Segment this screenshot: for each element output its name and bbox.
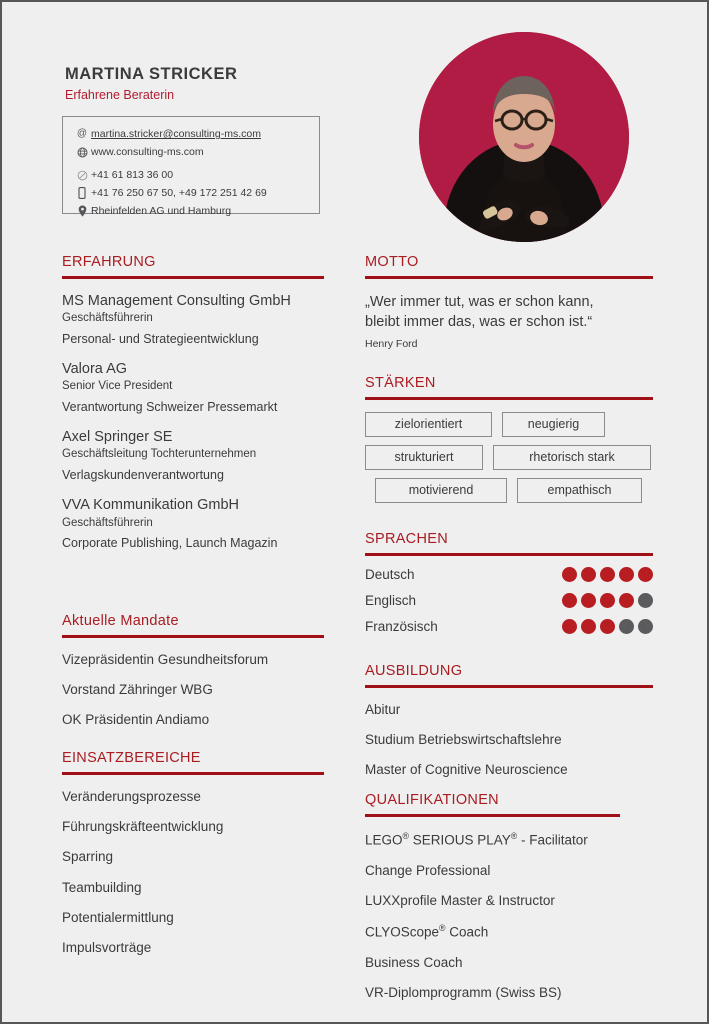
motto-title: MOTTO bbox=[365, 254, 419, 270]
list-item: LEGO® SERIOUS PLAY® - Facilitator bbox=[365, 830, 588, 848]
mandates-heading bbox=[62, 614, 324, 638]
list-item: Teambuilding bbox=[62, 879, 142, 895]
motto-rule bbox=[365, 276, 653, 279]
list-item: Impulsvorträge bbox=[62, 939, 152, 955]
list-item: Veränderungsprozesse bbox=[62, 788, 201, 804]
language-name: Deutsch bbox=[365, 566, 415, 582]
job-company: Axel Springer SE bbox=[62, 429, 173, 446]
languages-title: SPRACHEN bbox=[365, 531, 448, 547]
contact-row-phone bbox=[63, 166, 319, 184]
experience-item bbox=[62, 429, 324, 483]
contact-row-location bbox=[63, 202, 319, 220]
job-role: Geschäftsführerin bbox=[62, 516, 153, 529]
motto-heading bbox=[365, 255, 653, 279]
strength-tag: empathisch bbox=[517, 478, 642, 503]
strengths-tag-row bbox=[365, 445, 653, 470]
list-item: Vizepräsidentin Gesundheitsforum bbox=[62, 651, 269, 667]
strengths-tag-list bbox=[365, 412, 653, 503]
strengths-tag-row bbox=[365, 478, 653, 503]
mobile-value: +41 76 250 67 50, +49 172 251 42 69 bbox=[91, 187, 267, 199]
level-dot-filled bbox=[600, 593, 615, 608]
job-role: Senior Vice President bbox=[62, 380, 173, 393]
list-item: LUXXprofile Master & Instructor bbox=[365, 892, 555, 908]
level-dot-filled bbox=[638, 567, 653, 582]
list-item: CLYOScope® Coach bbox=[365, 923, 489, 940]
focus-areas-section bbox=[62, 751, 324, 956]
level-dot-empty bbox=[619, 619, 634, 634]
strengths-heading bbox=[365, 376, 653, 400]
strength-tag: strukturiert bbox=[365, 445, 483, 470]
globe-icon bbox=[73, 147, 91, 158]
education-rule bbox=[365, 685, 653, 688]
languages-heading bbox=[365, 532, 653, 556]
level-dot-filled bbox=[562, 619, 577, 634]
languages-section bbox=[365, 532, 653, 634]
strength-tag: rhetorisch stark bbox=[493, 445, 651, 470]
qualifications-section bbox=[365, 793, 620, 1001]
list-item: VR-Diplomprogramm (Swiss BS) bbox=[365, 984, 562, 1000]
language-level-dots bbox=[558, 593, 653, 608]
location-value: Rheinfelden AG und Hamburg bbox=[91, 205, 232, 217]
motto-section bbox=[365, 255, 653, 350]
qualifications-rule bbox=[365, 814, 620, 817]
language-row bbox=[365, 567, 653, 582]
website-value[interactable]: www.consulting-ms.com bbox=[91, 146, 204, 158]
language-row bbox=[365, 619, 653, 634]
strength-tag: motivierend bbox=[375, 478, 507, 503]
page-title: MARTINA STRICKER bbox=[65, 65, 238, 83]
mandates-section bbox=[62, 614, 324, 729]
contact-info-box bbox=[62, 116, 320, 217]
contact-row-website[interactable] bbox=[63, 143, 319, 161]
qualifications-title: QUALIFIKATIONEN bbox=[365, 792, 499, 808]
motto-author: Henry Ford bbox=[365, 338, 418, 351]
strengths-tag-row bbox=[365, 412, 653, 437]
mobile-icon bbox=[73, 187, 91, 199]
list-item: Potentialermittlung bbox=[62, 909, 174, 925]
job-role: Geschäftsleitung Tochterunternehmen bbox=[62, 448, 257, 461]
list-item: Vorstand Zähringer WBG bbox=[62, 682, 213, 698]
level-dot-filled bbox=[562, 593, 577, 608]
phone-value: +41 61 813 36 00 bbox=[91, 169, 174, 181]
language-level-dots bbox=[558, 567, 653, 582]
email-value[interactable]: martina.stricker@consulting-ms.com bbox=[91, 128, 261, 140]
language-level-dots bbox=[558, 619, 653, 634]
job-role: Geschäftsführerin bbox=[62, 312, 153, 325]
language-name: Französisch bbox=[365, 618, 438, 634]
motto-quote-line-2: bleibt immer das, was er schon ist.“ bbox=[365, 313, 593, 330]
strengths-rule bbox=[365, 397, 653, 400]
motto-quote-line-1: „Wer immer tut, was er schon kann, bbox=[365, 293, 594, 310]
strength-tag: neugierig bbox=[502, 412, 605, 437]
job-company: VVA Kommunikation GmbH bbox=[62, 497, 240, 514]
focus-areas-title: EINSATZBEREICHE bbox=[62, 750, 201, 766]
experience-rule bbox=[62, 276, 324, 279]
level-dot-filled bbox=[581, 593, 596, 608]
list-item: Abitur bbox=[365, 701, 401, 717]
phone-icon bbox=[73, 170, 91, 181]
motto-quote bbox=[365, 293, 653, 332]
experience-heading bbox=[62, 255, 324, 279]
mandates-title: Aktuelle Mandate bbox=[62, 613, 179, 629]
location-pin-icon bbox=[73, 205, 91, 217]
education-heading bbox=[365, 664, 653, 688]
avatar bbox=[419, 32, 629, 242]
list-item: Change Professional bbox=[365, 862, 491, 878]
list-item: OK Präsidentin Andiamo bbox=[62, 712, 210, 728]
job-description: Verlagskundenverantwortung bbox=[62, 468, 224, 483]
language-name: Englisch bbox=[365, 592, 417, 608]
list-item: Sparring bbox=[62, 849, 114, 865]
languages-rule bbox=[365, 553, 653, 556]
list-item: Führungskräfteentwicklung bbox=[62, 819, 224, 835]
level-dot-filled bbox=[581, 567, 596, 582]
experience-item bbox=[62, 497, 324, 551]
professional-subtitle: Erfahrene Beraterin bbox=[65, 88, 175, 102]
level-dot-filled bbox=[619, 567, 634, 582]
qualifications-heading bbox=[365, 793, 620, 817]
level-dot-empty bbox=[638, 619, 653, 634]
focus-areas-rule bbox=[62, 772, 324, 775]
at-icon: @ bbox=[76, 128, 88, 139]
contact-row-email[interactable] bbox=[63, 125, 319, 143]
strengths-title: STÄRKEN bbox=[365, 375, 436, 391]
job-company: MS Management Consulting GmbH bbox=[62, 292, 291, 309]
experience-section bbox=[62, 255, 324, 551]
experience-title: ERFAHRUNG bbox=[62, 254, 156, 270]
strengths-section bbox=[365, 376, 653, 511]
language-row bbox=[365, 593, 653, 608]
job-description: Verantwortung Schweizer Pressemarkt bbox=[62, 400, 278, 415]
job-description: Personal- und Strategieentwicklung bbox=[62, 332, 259, 346]
job-company: Valora AG bbox=[62, 361, 128, 377]
list-item: Business Coach bbox=[365, 954, 463, 970]
job-description: Corporate Publishing, Launch Magazin bbox=[62, 536, 278, 551]
level-dot-filled bbox=[562, 567, 577, 582]
experience-item bbox=[62, 361, 324, 415]
list-item: Master of Cognitive Neuroscience bbox=[365, 762, 568, 778]
education-title: AUSBILDUNG bbox=[365, 663, 463, 679]
level-dot-filled bbox=[619, 593, 634, 608]
list-item: Studium Betriebswirtschaftslehre bbox=[365, 732, 562, 748]
contact-row-mobile bbox=[63, 184, 319, 202]
level-dot-filled bbox=[600, 619, 615, 634]
level-dot-empty bbox=[638, 593, 653, 608]
level-dot-filled bbox=[581, 619, 596, 634]
education-section bbox=[365, 664, 653, 779]
mandates-rule bbox=[62, 635, 324, 638]
focus-areas-heading bbox=[62, 751, 324, 775]
level-dot-filled bbox=[600, 567, 615, 582]
experience-item bbox=[62, 293, 324, 347]
strength-tag: zielorientiert bbox=[365, 412, 492, 437]
